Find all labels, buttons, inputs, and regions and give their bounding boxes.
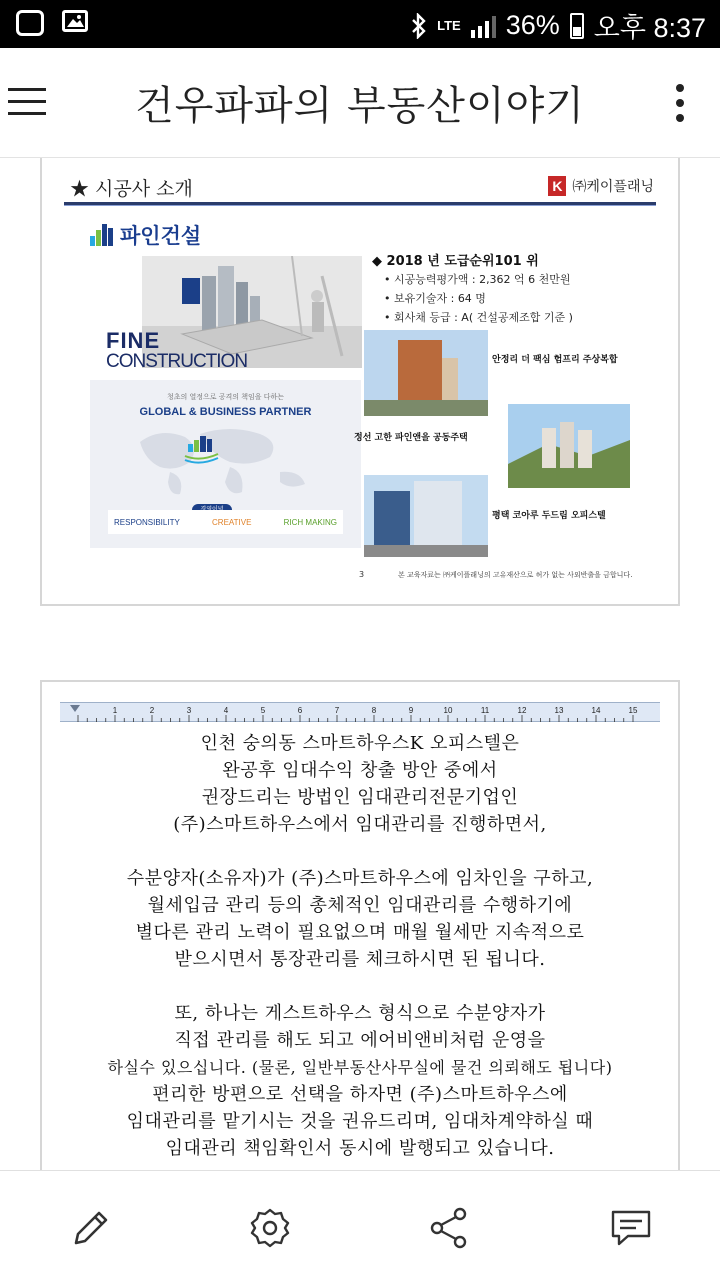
network-type: LTE [437, 17, 461, 33]
photo-caption: 정선 고한 파인앤을 공동주택 [354, 433, 468, 443]
share-icon[interactable] [426, 1205, 472, 1251]
photo-caption: 평택 코아루 두드림 오피스텔 [492, 511, 606, 521]
value-responsibility: RESPONSIBILITY [114, 517, 180, 527]
doc-line: (주)스마트하우스에서 임대관리를 진행하면서, [173, 814, 547, 835]
ruler-number: 9 [408, 706, 414, 715]
slide-page-number: 3 [359, 570, 365, 579]
doc-line: 편리한 방편으로 선택을 하자면 (주)스마트하우스에 [152, 1084, 568, 1105]
comment-icon[interactable] [608, 1205, 654, 1251]
doc-line: 받으시면서 통장관리를 체크하시면 된 됩니다. [174, 949, 546, 970]
ruler-number: 5 [260, 706, 266, 715]
project-photo [508, 404, 630, 488]
document-ruler [60, 702, 660, 722]
company-facts [384, 270, 573, 327]
slide-heading: ★ 시공사 소개 [70, 178, 193, 200]
global-partner-panel [90, 380, 361, 548]
page-title: 건우파파의 부동산이야기 [135, 83, 585, 129]
doc-line: 또, 하나는 게스트하우스 형식으로 수분양자가 [174, 1003, 546, 1024]
value-rich-making: RICH MAKING [283, 517, 337, 527]
ruler-number: 14 [591, 706, 601, 715]
ruler-number: 3 [186, 706, 192, 715]
k-logo-icon: K [548, 176, 566, 196]
indent-marker-icon[interactable] [70, 705, 80, 712]
fact-item: • 시공능력평가액 : 2,362 억 6 천만원 [384, 273, 571, 286]
doc-line: 직접 관리를 해도 되고 에어비앤비처럼 운영을 [174, 1030, 546, 1051]
doc-line: 별다른 관리 노력이 필요없으며 매월 월세만 지속적으로 [135, 922, 585, 943]
fine-logo-icon [90, 224, 114, 246]
ruler-number: 7 [334, 706, 340, 715]
photo-caption: 안정리 더 팩심 험프리 주상복합 [492, 355, 618, 365]
settings-icon[interactable] [247, 1205, 293, 1251]
slide-divider [64, 202, 656, 206]
brand-logo [90, 220, 201, 250]
doc-line: 인천 숭의동 스마트하우스K 오피스텔은 [200, 733, 520, 754]
paragraph-gap [62, 838, 658, 865]
ruler-number: 11 [480, 706, 490, 715]
slide-footer-note: 본 교육자료는 ㈜케이플래닝의 고유재산으로 허가 없는 사외반출을 금합니다. [398, 571, 633, 579]
ruler-number: 6 [297, 706, 303, 715]
clock: 오후 8:37 [593, 13, 706, 43]
signal-icon [471, 14, 496, 38]
doc-line: 하실수 있으십니다. (물론, 일반부동산사무실에 물건 의뢰해도 됩니다) [107, 1058, 613, 1077]
brand-name: 파인건설 [120, 224, 202, 248]
paragraph-gap [62, 973, 658, 1000]
slide-image[interactable] [40, 158, 680, 606]
doc-line: 수분양자(소유자)가 (주)스마트하우스에 임차인을 구하고, [126, 868, 594, 889]
doc-line: 권장드리는 방법인 임대관리전문기업인 [201, 787, 519, 808]
values-row [108, 510, 343, 534]
ruler-number: 12 [517, 706, 527, 715]
value-creative: CREATIVE [212, 517, 252, 527]
construction-text: CONSTRUCTION [106, 351, 248, 372]
bottom-action-bar [0, 1170, 720, 1280]
document-image[interactable] [40, 680, 680, 1170]
post-content[interactable] [0, 158, 720, 1170]
world-map-icon [130, 422, 320, 502]
doc-line: 임대관리를 맡기시는 것을 권유드리며, 임대차계약하실 때 [126, 1111, 594, 1132]
partner-subtitle: 청초의 열정으로 공격의 책임을 다하는 [166, 393, 285, 401]
app-bar [0, 48, 720, 158]
project-photo [364, 330, 488, 416]
image-notification-icon [62, 10, 88, 32]
bluetooth-icon [411, 13, 427, 39]
ruler-number: 15 [628, 706, 638, 715]
fact-item: • 보유기술자 : 64 명 [384, 292, 486, 305]
company-logo [548, 176, 654, 196]
ruler-number: 8 [371, 706, 377, 715]
doc-line: 완공후 임대수익 창출 방안 중에서 [222, 760, 498, 781]
battery-percent: 36% [505, 10, 560, 40]
ruler-number: 13 [554, 706, 564, 715]
ruler-number: 1 [112, 706, 118, 715]
edit-icon[interactable] [68, 1205, 114, 1251]
ranking-heading: ◆ 2018 년 도급순위101 위 [372, 254, 539, 269]
company-logo-text: ㈜케이플래닝 [572, 179, 654, 195]
fact-item: • 회사채 등급 : A( 건설공제조합 기준 ) [384, 311, 573, 324]
battery-icon [570, 13, 584, 39]
doc-line: 월세입금 관리 등의 총체적인 임대관리를 수행하기에 [147, 895, 573, 916]
ruler-number: 2 [149, 706, 155, 715]
project-photo [364, 475, 488, 557]
fine-construction-logo [106, 328, 247, 373]
status-bar [0, 0, 720, 48]
doc-line: 임대관리 책임확인서 동시에 발행되고 있습니다. [165, 1138, 555, 1159]
ruler-number: 4 [223, 706, 229, 715]
partner-title: GLOBAL & BUSINESS PARTNER [139, 406, 312, 418]
more-vertical-icon[interactable] [676, 84, 686, 124]
app-notification-icon [16, 10, 44, 36]
fine-text: FINE [106, 328, 161, 353]
document-text [62, 730, 658, 1162]
ruler-number: 10 [443, 706, 453, 715]
